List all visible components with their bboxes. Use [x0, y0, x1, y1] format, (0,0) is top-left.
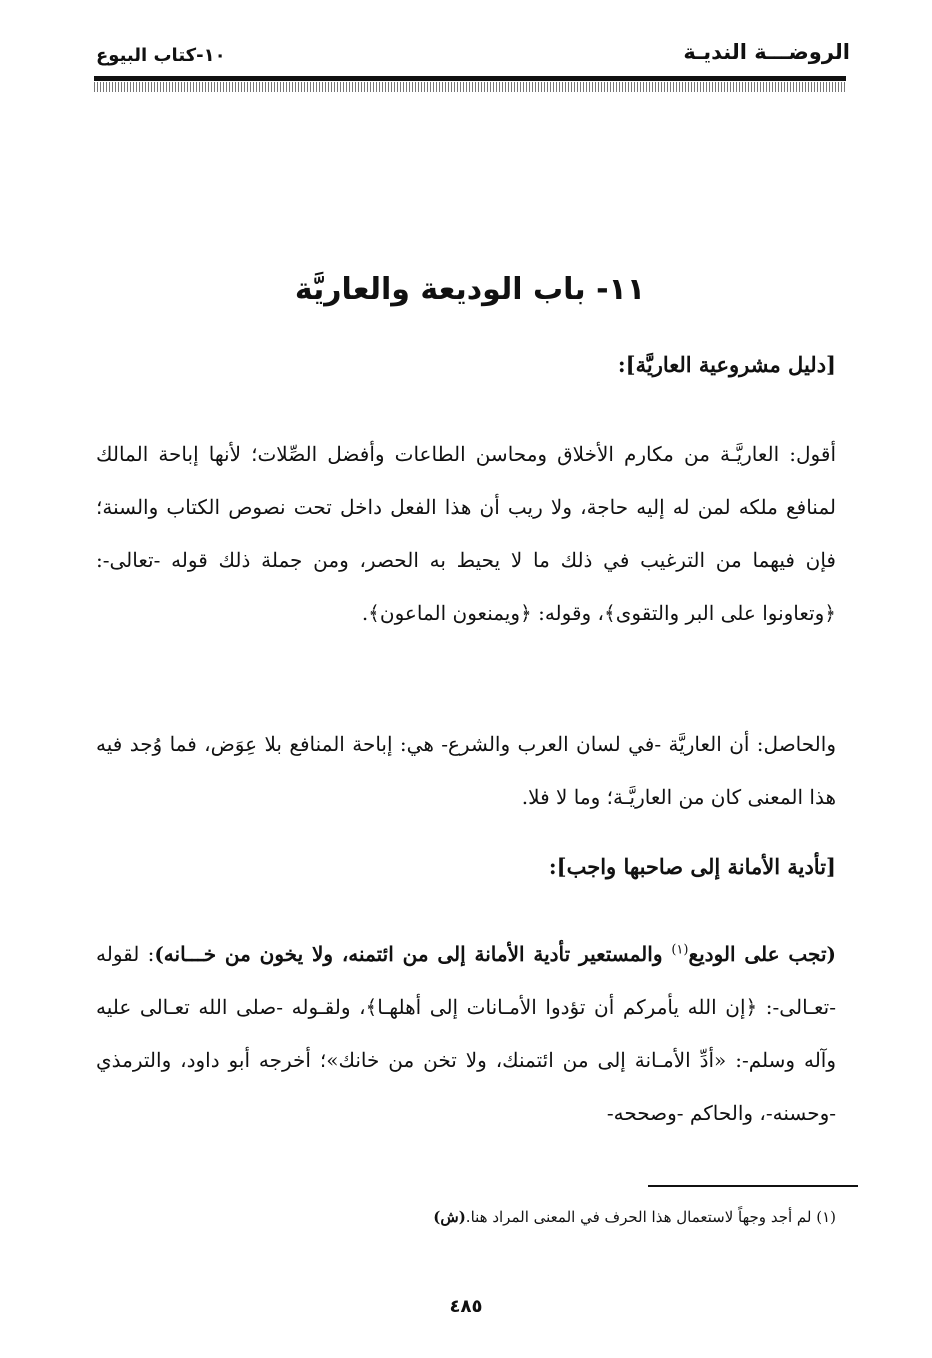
subheading-trust: [تأدية الأمانة إلى صاحبها واجب]:	[548, 854, 836, 879]
page-number: ٤٨٥	[449, 1296, 483, 1317]
footnote-marker: (١)	[671, 942, 689, 958]
evidence-text: : لقوله -تعـالى-: ﴿إن الله يأمركم أن تؤدوا الأمـانات إلى أهلهـا﴾، ولقـوله -صلى الله تعـالى عليه وآله وسلم-: «أدِّ الأمـانة إلى من ائتمنك، ولا تخن من خانك»؛ أخرجه أبو داود، والترمذي -وحسنه-، والحاكم -وصححه-	[96, 942, 836, 1125]
footnote-signature: (ش)	[433, 1208, 466, 1226]
running-header-book-title: الروضـــة النديـة	[683, 40, 850, 64]
footnote-text: (١) لم أجد وجهاً لاستعمال هذا الحرف في المعنى المراد هنا.	[465, 1208, 836, 1226]
header-rule	[94, 76, 846, 81]
paragraph-summary: والحاصل: أن العاريَّة -في لسان العرب والشرع- هي: إباحة المنافع بلا عِوَض، فما وُجد فيه هذا المعنى كان من العاريَّـة؛ وما لا فلا.	[96, 732, 836, 809]
running-header-section: ١٠-كتاب البيوع	[96, 45, 226, 66]
footnote	[433, 1208, 836, 1226]
header-hatched-rule	[94, 82, 846, 92]
ruling-text: (تجب على الوديع	[688, 942, 836, 966]
paragraph-intro: أقول: العاريَّـة من مكارم الأخلاق ومحاسن الطاعات وأفضل الصِّلات؛ لأنها إباحة المالك لمنافع ملكه لمن له إليه حاجة، ولا ريب أن هذا الفعل داخل تحت نصوص الكتاب والسنة؛ فإن فيهما من الترغيب في ذلك ما لا يحيط به الحصر، ومن جملة ذلك قوله -تعالى-: ﴿وتعاونوا على البر والتقوى﴾، وقوله: ﴿ويمنعون الماعون﴾.	[96, 442, 836, 625]
subheading-evidence: [دليل مشروعية العاريَّة]:	[617, 352, 836, 377]
footnote-rule	[648, 1185, 858, 1187]
ruling-text-continued: والمستعير تأدية الأمانة إلى من ائتمنه، ولا يخون من خـــانه)	[154, 942, 672, 966]
paragraph-trust	[96, 928, 836, 1140]
chapter-title: ١١- باب الوديعة والعاريَّة	[294, 272, 646, 307]
